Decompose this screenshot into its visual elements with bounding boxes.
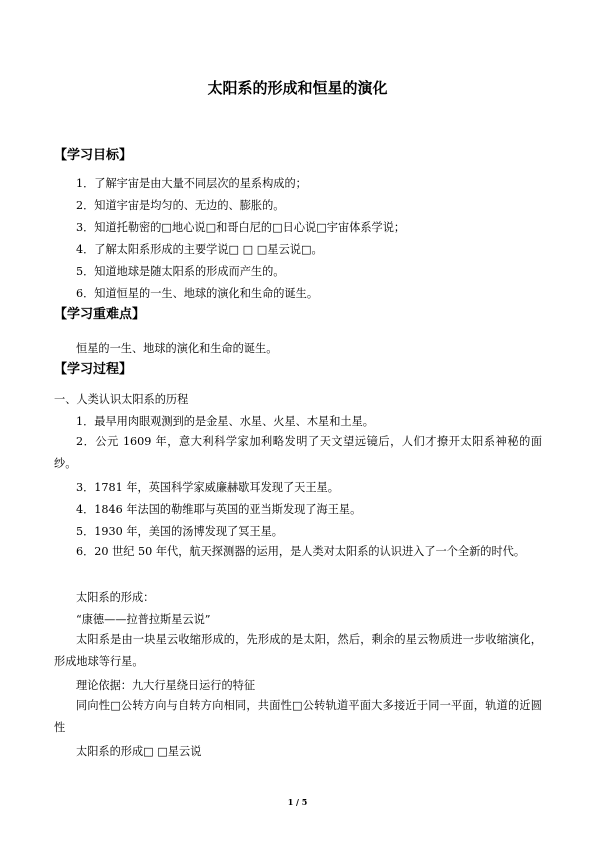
history-item-4: 4．1846 年法国的勒维耶与英国的亚当斯发现了海王星。 <box>76 503 362 516</box>
page-title: 太阳系的形成和恒星的演化 <box>207 79 388 97</box>
formation-summary: 太阳系的形成□ □星云说 <box>76 745 202 758</box>
goal-item-1: 1．了解宇宙是由大量不同层次的星系构成的； <box>76 177 307 190</box>
goal-item-5: 5．知道地球是随太阳系的形成而产生的。 <box>76 265 285 278</box>
history-item-2: 2．公元 1609 年，意大利科学家加利略发明了天文望远镜后，人们才撩开太阳系神秘的面纱。 <box>54 435 542 470</box>
heading-learning-goals: 【学习目标】 <box>54 148 133 163</box>
goal-item-4: 4．了解太阳系形成的主要学说□ □ □星云说□。 <box>76 243 323 256</box>
theory-basis: 理论依据：九大行星绕日运行的特征 <box>76 679 256 692</box>
history-item-5: 5．1930 年，美国的汤博发现了冥王星。 <box>76 525 283 538</box>
goal-item-6: 6．知道恒星的一生、地球的演化和生命的诞生。 <box>76 287 319 300</box>
heading-learning-process: 【学习过程】 <box>54 362 133 377</box>
heading-key-points: 【学习重难点】 <box>54 307 146 322</box>
formation-text: 太阳系是由一块星云收缩形成的，先形成的是太阳，然后，剩余的星云物质进一步收缩演化，形成地球等行星。 <box>54 633 542 668</box>
theory-basis-detail: 同向性□公转方向与自转方向相同，共面性□公转轨道平面大多接近于同一平面，轨道的近圆性 <box>54 699 542 734</box>
history-item-6: 6．20 世纪 50 年代，航天探测器的运用，是人类对太阳系的认识进入了一个全新的时代。 <box>76 545 526 558</box>
history-item-3: 3．1781 年，英国科学家威廉赫歇耳发现了天王星。 <box>76 481 339 494</box>
goal-item-3: 3．知道托勒密的□地心说□和哥白尼的□日心说□宇宙体系学说； <box>76 221 406 234</box>
subheading-history: 一、人类认识太阳系的历程 <box>54 393 189 406</box>
history-item-1: 1．最早用肉眼观测到的是金星、水星、火星、木星和土星。 <box>76 415 374 428</box>
formation-label: 太阳系的形成： <box>76 591 155 604</box>
theory-name: “康德——拉普拉斯星云说” <box>76 613 211 626</box>
page-number: 1 / 5 <box>287 797 308 807</box>
goal-item-2: 2．知道宇宙是均匀的、无边的、膨胀的。 <box>76 199 285 212</box>
key-points-text: 恒星的一生、地球的演化和生命的诞生。 <box>76 342 278 355</box>
